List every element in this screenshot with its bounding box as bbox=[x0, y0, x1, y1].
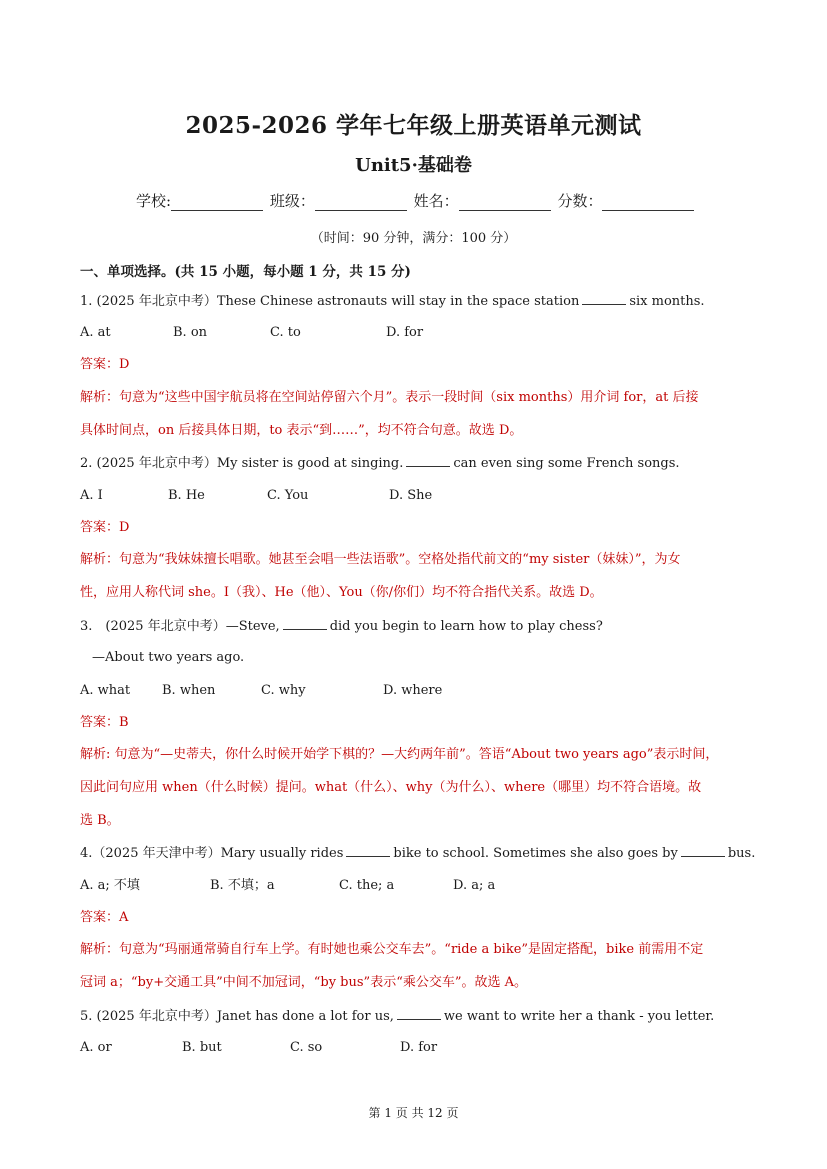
option[interactable]: D. for bbox=[386, 325, 424, 340]
question-3-analysis: 解析: 句意为“—史蒂夫，你什么时候开始学下棋的？—大约两年前”。答语“About two years ago”表示时间， bbox=[80, 747, 719, 762]
question-4-answer: 答案：A bbox=[80, 910, 129, 925]
option[interactable]: C. to bbox=[270, 325, 301, 340]
question-4-text-b: bike to school. Sometimes she also goes by bbox=[393, 846, 678, 861]
question-4-blank-2 bbox=[681, 844, 725, 857]
option[interactable]: C. the; a bbox=[339, 878, 395, 893]
page-title: 2025-2026 学年七年级上册英语单元测试 bbox=[185, 112, 642, 139]
question-5-text-b: we want to write her a thank - you letter. bbox=[443, 1009, 715, 1024]
class-blank[interactable] bbox=[315, 194, 407, 211]
question-3-analysis: 因此问句应用 when（什么时候）提问。what（什么）、why（为什么）、where（哪里）均不符合语境。故 bbox=[80, 780, 702, 795]
question-1-analysis: 解析：句意为“这些中国宇航员将在空间站停留六个月”。表示一段时间（six months）用介词 for，at 后接 bbox=[80, 390, 699, 405]
score-label: 分数： bbox=[557, 192, 603, 210]
question-3-blank bbox=[283, 617, 327, 630]
question-2-blank bbox=[406, 454, 450, 467]
option[interactable]: B. He bbox=[168, 488, 205, 503]
question-3-reply: —About two years ago. bbox=[92, 650, 245, 665]
page-subtitle: Unit5·基础卷 bbox=[355, 155, 472, 176]
question-4-text-a: 4.（2025 年天津中考）Mary usually rides bbox=[80, 846, 344, 861]
question-3-answer: 答案：B bbox=[80, 715, 129, 730]
question-4-analysis: 冠词 a；“by+交通工具”中间不加冠词，“by bus”表示“乘公交车”。故选 A。 bbox=[80, 975, 528, 990]
question-4-analysis: 解析：句意为“玛丽通常骑自行车上学。有时她也乘公交车去”。“ride a bike”是固定搭配，bike 前需用不定 bbox=[80, 942, 704, 957]
question-2-text-b: can even sing some French songs. bbox=[453, 456, 680, 471]
question-1-answer: 答案：D bbox=[80, 357, 130, 372]
question-5-blank bbox=[397, 1007, 441, 1020]
section-title: 一、单项选择。(共 15 小题，每小题 1 分，共 15 分) bbox=[80, 264, 411, 280]
option[interactable]: A. what bbox=[80, 683, 131, 698]
question-3-text-a: 3. (2025 年北京中考）—Steve, bbox=[80, 619, 280, 634]
student-info-row bbox=[136, 190, 696, 211]
name-label: 姓名： bbox=[413, 192, 459, 210]
option[interactable]: C. why bbox=[261, 683, 306, 698]
option[interactable]: D. where bbox=[383, 683, 443, 698]
option[interactable]: D. a; a bbox=[453, 878, 496, 893]
option[interactable]: A. I bbox=[80, 488, 103, 503]
option[interactable]: C. so bbox=[290, 1040, 323, 1055]
question-2-answer: 答案：D bbox=[80, 520, 130, 535]
question-2-stem bbox=[80, 454, 752, 473]
option[interactable]: A. or bbox=[80, 1040, 112, 1055]
question-1-text-b: six months. bbox=[629, 294, 705, 309]
question-5-text-a: 5. (2025 年北京中考）Janet has done a lot for us, bbox=[80, 1009, 394, 1024]
question-4-text-c: bus. bbox=[727, 846, 756, 861]
question-4-blank-1 bbox=[346, 844, 390, 857]
option[interactable]: B. but bbox=[182, 1040, 222, 1055]
school-blank[interactable] bbox=[171, 194, 263, 211]
option[interactable]: A. a; 不填 bbox=[80, 878, 140, 893]
time-note: （时间：90 分钟，满分：100 分） bbox=[310, 231, 517, 246]
question-3-stem bbox=[80, 617, 752, 636]
question-2-text-a: 2. (2025 年北京中考）My sister is good at singing. bbox=[80, 456, 404, 471]
page-footer: 第 1 页 共 12 页 bbox=[368, 1106, 459, 1120]
option[interactable]: D. She bbox=[389, 488, 433, 503]
question-1-text-a: 1. (2025 年北京中考）These Chinese astronauts will stay in the space station bbox=[80, 294, 580, 309]
question-1-blank bbox=[582, 292, 626, 305]
question-2-analysis: 性，应用人称代词 she。I（我）、He（他）、You（你/你们）均不符合指代关系。故选 D。 bbox=[80, 585, 603, 600]
option[interactable]: B. on bbox=[173, 325, 208, 340]
option[interactable]: B. when bbox=[162, 683, 216, 698]
question-4-stem bbox=[80, 844, 756, 863]
score-blank[interactable] bbox=[602, 194, 694, 211]
option[interactable]: D. for bbox=[400, 1040, 438, 1055]
question-1-analysis: 具体时间点，on 后接具体日期，to 表示“到……”，均不符合句意。故选 D。 bbox=[80, 423, 523, 438]
question-3-analysis: 选 B。 bbox=[80, 813, 120, 828]
school-label: 学校: bbox=[136, 192, 172, 210]
question-2-analysis: 解析：句意为“我妹妹擅长唱歌。她甚至会唱一些法语歌”。空格处指代前文的“my sister（妹妹）”，为女 bbox=[80, 552, 681, 567]
option[interactable]: C. You bbox=[267, 488, 309, 503]
name-blank[interactable] bbox=[459, 194, 551, 211]
option[interactable]: B. 不填；a bbox=[210, 878, 275, 893]
question-5-stem bbox=[80, 1007, 752, 1026]
option[interactable]: A. at bbox=[80, 325, 111, 340]
class-label: 班级： bbox=[269, 192, 315, 210]
question-3-text-b: did you begin to learn how to play chess? bbox=[329, 619, 603, 634]
question-1-stem bbox=[80, 292, 752, 311]
